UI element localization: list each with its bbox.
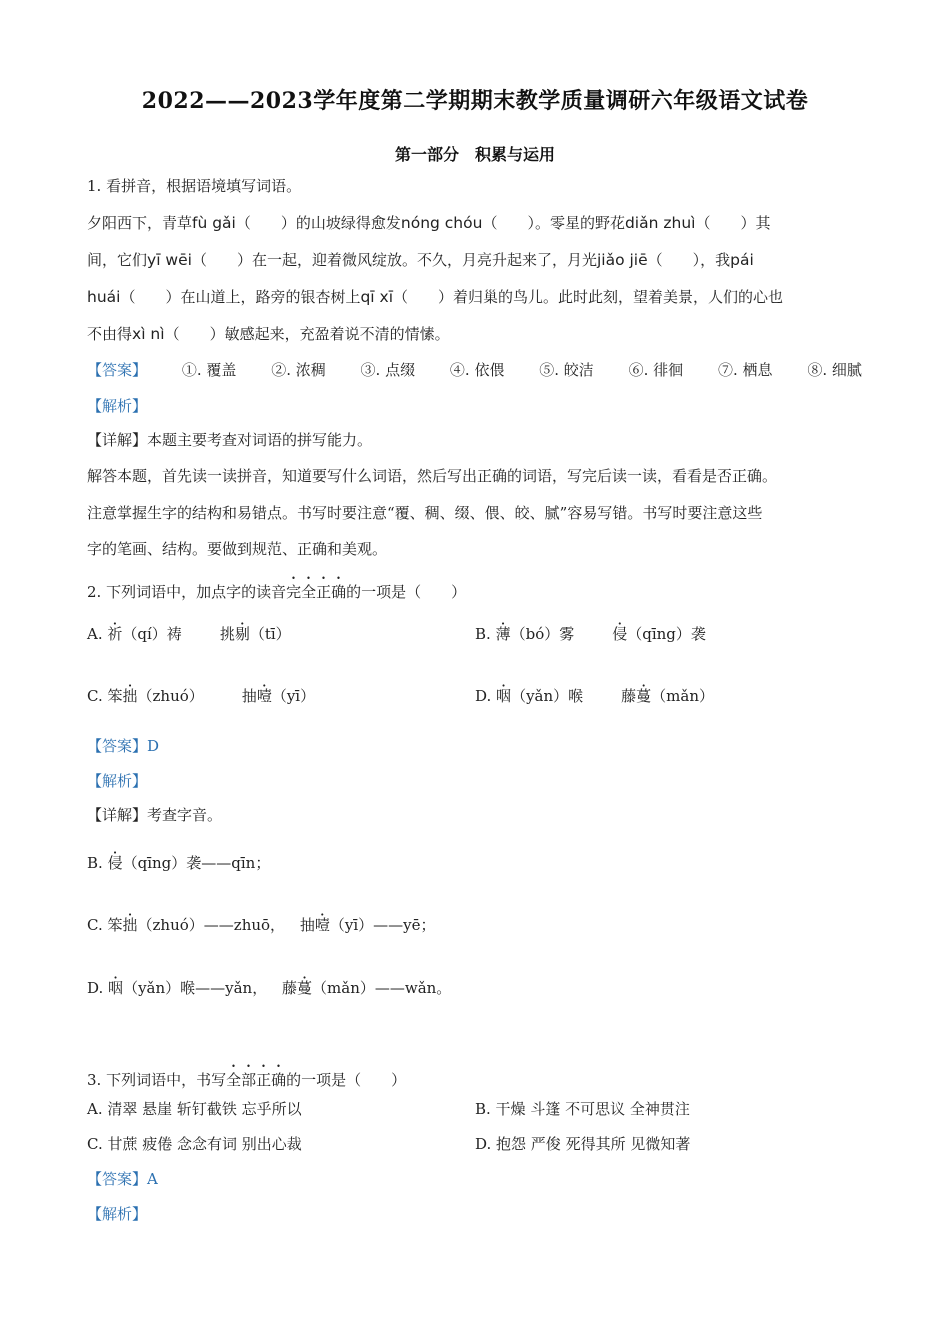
pinyin: yī wēi (147, 251, 192, 269)
text: 抽 (299, 916, 315, 934)
pinyin: qī xī (360, 288, 394, 306)
emphasized-text: 完全正确 (286, 583, 347, 601)
q2-option-a (87, 624, 291, 644)
text: （ ）其 (695, 214, 771, 232)
q2-stem (87, 574, 466, 602)
q2-option-c (87, 686, 315, 706)
dotted-char: 咽 (108, 979, 124, 997)
text: （ ），我 (647, 251, 731, 269)
option-label: A. (87, 625, 103, 643)
text: 笨 (107, 687, 123, 705)
answer-item: ②. 浓稠 (271, 361, 326, 379)
pinyin: nóng chóu (400, 214, 483, 232)
option-label: C. (87, 916, 103, 934)
dotted-char: 拙 (122, 916, 138, 934)
text: 的一项是（ ） (286, 1071, 407, 1089)
pinyin: （yǎn）喉 (511, 687, 584, 705)
emphasized-text: 全部正确 (226, 1071, 287, 1089)
q2-analysis-label: 【解析】 (87, 772, 148, 790)
text: 3. 下列词语中，书写 (87, 1071, 227, 1089)
q2-option-d (475, 686, 714, 706)
q3-stem (87, 1062, 406, 1090)
option-label: D. (475, 687, 492, 705)
option-label: B. (87, 854, 103, 872)
q1-passage-line-1 (87, 213, 862, 233)
q3-answer: 【答案】A (87, 1170, 158, 1188)
detail-label: 【详解】 (87, 806, 148, 824)
text: （ ）在山道上，路旁的银杏树上 (120, 288, 361, 306)
pinyin: （qí）祷 (122, 625, 182, 643)
detail-text: 考查字音。 (147, 806, 223, 824)
option-label: C. (87, 687, 103, 705)
dotted-char: 侵 (612, 625, 628, 643)
q3-option-c: C. 甘蔗 疲倦 念念有词 别出心裁 (87, 1135, 302, 1153)
q1-analysis-label: 【解析】 (87, 397, 148, 415)
dotted-char: 拙 (122, 687, 138, 705)
answer-label: 【答案】 (87, 361, 148, 379)
q2-explain-c (87, 915, 435, 935)
pinyin: （tī） (249, 625, 291, 643)
detail-label: 【详解】 (87, 431, 148, 449)
q3-option-b: B. 干燥 斗篷 不可思议 全神贯注 (475, 1100, 690, 1118)
dotted-char: 蔓 (636, 687, 652, 705)
q1-passage-line-2 (87, 250, 862, 270)
pinyin: （mǎn） (651, 687, 714, 705)
q1-explanation-3: 字的笔画、结构。要做到规范、正确和美观。 (87, 540, 388, 558)
q1-answers (87, 360, 862, 380)
pinyin: （bó）雾 (510, 625, 575, 643)
q3-option-d: D. 抱怨 严俊 死得其所 见微知著 (475, 1135, 691, 1153)
section-heading: 第一部分 积累与运用 (394, 145, 555, 164)
page-title: 2022——2023学年度第二学期期末教学质量调研六年级语文试卷 (141, 88, 809, 114)
detail-text: 本题主要考查对词语的拼写能力。 (147, 431, 373, 449)
pinyin: （yī） (271, 687, 316, 705)
q1-explanation-1: 解答本题，首先读一读拼音，知道要写什么词语，然后写出正确的词语，写完后读一读，看看是否正确。 (87, 467, 778, 485)
pinyin: huái (87, 288, 121, 306)
pinyin: pái (730, 251, 754, 269)
answer-item: ①. 覆盖 (181, 361, 237, 379)
answer-item: ④. 依偎 (449, 361, 505, 379)
q1-explanation-2: 注意掌握生字的结构和易错点。书写时要注意“覆、稠、缀、偎、皎、腻”容易写错。书写时要注意这些 (87, 504, 763, 522)
answer-item: ⑤. 皎洁 (539, 361, 594, 379)
q2-explain-d (87, 978, 451, 998)
pinyin: （zhuó） (137, 687, 204, 705)
q1-detail (87, 430, 372, 450)
text: （ ）在一起，迎着微风绽放。不久，月亮升起来了，月光 (191, 251, 597, 269)
q1-passage-line-4 (87, 324, 450, 344)
option-label: D. (87, 979, 104, 997)
q2-option-b (475, 624, 706, 644)
answer-item: ⑧. 细腻 (807, 361, 862, 379)
dotted-char: 噎 (314, 916, 330, 934)
pinyin: xì nì (132, 325, 165, 343)
dotted-char: 薄 (495, 625, 511, 643)
text: 笨 (107, 916, 123, 934)
explain-text: （yǎn）喉——yǎn， (123, 979, 268, 997)
q1-passage-line-3 (87, 287, 783, 307)
text: 不由得 (87, 325, 133, 343)
q3-option-a: A. 清翠 悬崖 斩钉截铁 忘乎所以 (87, 1100, 302, 1118)
answer-item: ③. 点缀 (360, 361, 416, 379)
q2-explain-b (87, 853, 270, 873)
option-label: B. (475, 625, 491, 643)
explain-text: （mǎn）——wǎn。 (312, 979, 452, 997)
answer-item: ⑦. 栖息 (717, 361, 773, 379)
pinyin: jiǎo jiē (596, 251, 648, 269)
text: （ ）的山坡绿得愈发 (235, 214, 401, 232)
dotted-char: 祈 (107, 625, 123, 643)
dotted-char: 剔 (234, 625, 250, 643)
q1-stem: 1. 看拼音，根据语境填写词语。 (87, 177, 302, 195)
text: 抽 (241, 687, 257, 705)
text: 藤 (621, 687, 637, 705)
text: （ ）。零星的野花 (482, 214, 625, 232)
q2-answer: 【答案】D (87, 737, 160, 755)
text: 挑 (219, 625, 235, 643)
pinyin: diǎn zhuì (624, 214, 696, 232)
explain-text: （qīng）袭——qīn； (122, 854, 271, 872)
text: 藤 (282, 979, 298, 997)
text: 的一项是（ ） (346, 583, 467, 601)
text: 夕阳西下，青草 (87, 214, 193, 232)
q2-detail (87, 805, 222, 825)
dotted-char: 咽 (496, 687, 512, 705)
dotted-char: 侵 (107, 854, 123, 872)
answer-item: ⑥. 徘徊 (628, 361, 684, 379)
q3-analysis-label: 【解析】 (87, 1205, 148, 1223)
text: 间，它们 (87, 251, 148, 269)
text: （ ）敏感起来，充盈着说不清的情愫。 (164, 325, 450, 343)
explain-text: （zhuó）——zhuō， (137, 916, 286, 934)
text: 2. 下列词语中，加点字的读音 (87, 583, 287, 601)
pinyin: fù gǎi (192, 214, 236, 232)
pinyin: （qīng）袭 (627, 625, 706, 643)
dotted-char: 蔓 (297, 979, 313, 997)
text: （ ）着归巢的鸟儿。此时此刻，望着美景，人们的心也 (393, 288, 784, 306)
explain-text: （yī）——yē； (329, 916, 436, 934)
dotted-char: 噎 (256, 687, 272, 705)
